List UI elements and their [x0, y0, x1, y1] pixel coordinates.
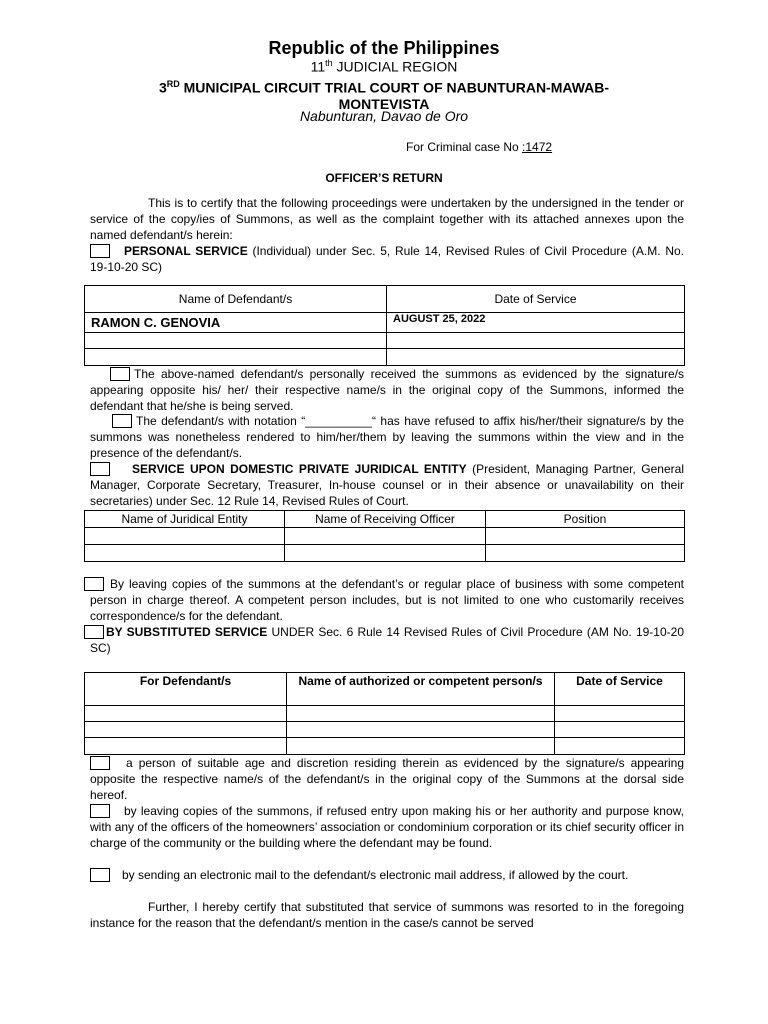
refused-option — [90, 413, 684, 461]
judicial-region — [0, 58, 768, 75]
date-of-service-cell[interactable] — [555, 738, 685, 755]
defendant-name-cell[interactable] — [85, 349, 387, 366]
column-header: Date of Service — [555, 673, 685, 706]
email-service-option — [90, 867, 684, 883]
defendant-name-cell[interactable]: RAMON C. GENOVIA — [85, 313, 387, 333]
table-row — [85, 349, 685, 366]
court-name — [0, 76, 768, 112]
column-header: Name of Receiving Officer — [285, 511, 486, 528]
column-header: Name of Defendant/s — [85, 286, 387, 313]
substituted-service-text: UNDER Sec. 6 Rule 14 Revised Rules of Civil Procedure (AM No. 19-10-20 SC) — [90, 625, 684, 655]
column-header: Name of authorized or competent person/s — [287, 673, 555, 706]
juridical-entity-label: SERVICE UPON DOMESTIC PRIVATE JURIDICAL ENTITY — [132, 462, 467, 476]
table-header-row — [85, 286, 685, 313]
refused-entry-option — [90, 803, 684, 851]
table-row — [85, 706, 685, 722]
substituted-service-label: BY SUBSTITUTED SERVICE — [106, 625, 268, 639]
position-cell[interactable] — [486, 545, 685, 562]
date-of-service-cell[interactable] — [555, 706, 685, 722]
table-header-row — [85, 511, 685, 528]
table-row — [85, 722, 685, 738]
substituted-service-option — [90, 624, 684, 656]
suitable-age-option — [90, 755, 684, 803]
column-header: Name of Juridical Entity — [85, 511, 285, 528]
table-row — [85, 333, 685, 349]
suitable-age-text: a person of suitable age and discretion residing therein as evidenced by the signature/s appearing opposite the respective name/s of the defendant/s in the original copy of the Summons at the dorsal side hereof. — [90, 756, 684, 802]
substituted-service-table — [84, 672, 685, 755]
authorized-person-cell[interactable] — [287, 738, 555, 755]
authorized-person-cell[interactable] — [287, 706, 555, 722]
court-number: 3 — [158, 79, 167, 96]
intro-paragraph: This is to certify that the following proceedings were undertaken by the undersigned in the tender or service of the copy/ies of Summons, as well as the complaint together with its attached annexes upon the named defendant/s herein: — [90, 196, 684, 242]
personal-service-option — [90, 243, 684, 275]
received-text: The above-named defendant/s personally received the summons as evidenced by the signature/s appearing opposite his/ her/ their respective name/s in the original copy of the Summons, informed the defendant that he/she is being served. — [90, 367, 684, 413]
juridical-entity-text: (President, Managing Partner, General Manager, Corporate Secretary, Treasurer, In-house counsel or in their absence or unavailability on their secretaries) under Sec. 12 Rule 14, Revised Rules of Court. — [90, 462, 684, 508]
defendant-table — [84, 285, 685, 366]
case-label: For Criminal case No — [406, 140, 523, 154]
column-header: Date of Service — [387, 286, 685, 313]
email-service-text: by sending an electronic mail to the defendant/s electronic mail address, if allowed by the court. — [122, 868, 629, 882]
table-row — [85, 313, 685, 333]
court-name-line2: MONTEVISTA — [338, 95, 430, 112]
juridical-entity-table — [84, 510, 685, 562]
refused-text: The defendant/s with notation “__________“ has have refused to affix his/her/their signature/s by the summons was nonetheless rendered to him/her/them by leaving the summons within the view and in the presence of the defendant/s. — [90, 414, 684, 460]
personal-service-text: (Individual) under Sec. 5, Rule 14, Revised Rules of Civil Procedure (A.M. No. 19-10-20 SC) — [90, 244, 684, 274]
date-of-service-cell[interactable] — [387, 349, 685, 366]
leaving-copies-text: By leaving copies of the summons at the defendant’s or regular place of business with some competent person in charge thereof. A competent person includes, but is not limited to one who customarily receives correspondence/s for the defendant. — [90, 577, 684, 623]
table-row — [85, 528, 685, 545]
refused-checkbox[interactable] — [112, 414, 132, 428]
region-text: JUDICIAL REGION — [332, 58, 458, 75]
position-cell[interactable] — [486, 528, 685, 545]
substituted-service-checkbox[interactable] — [84, 625, 104, 639]
date-of-service-cell[interactable] — [387, 333, 685, 349]
court-suffix: RD — [166, 79, 180, 89]
authorized-person-cell[interactable] — [287, 722, 555, 738]
defendant-cell[interactable] — [85, 706, 287, 722]
suitable-age-checkbox[interactable] — [90, 756, 110, 770]
leaving-copies-option — [90, 576, 684, 624]
table-row — [85, 545, 685, 562]
email-service-checkbox[interactable] — [90, 868, 110, 882]
region-suffix: th — [325, 58, 333, 68]
region-number: 11 — [310, 58, 326, 75]
court-location: Nabunturan, Davao de Oro — [299, 108, 469, 124]
personal-service-label: PERSONAL SERVICE — [124, 244, 248, 258]
juridical-entity-checkbox[interactable] — [90, 462, 110, 476]
juridical-entity-cell[interactable] — [85, 545, 285, 562]
receiving-officer-cell[interactable] — [285, 528, 486, 545]
received-checkbox[interactable] — [110, 367, 130, 381]
court-name-line1: MUNICIPAL CIRCUIT TRIAL COURT OF NABUNTURAN-MAWAB- — [179, 79, 610, 96]
juridical-entity-cell[interactable] — [85, 528, 285, 545]
table-row — [85, 738, 685, 755]
refused-entry-text: by leaving copies of the summons, if refused entry upon making his or her authority and purpose know, with any of the officers of the homeowners’ association or condominium corporation or its chief security officer in charge of the community or the building where the defendant may be found. — [90, 804, 684, 850]
defendant-name-cell[interactable] — [85, 333, 387, 349]
defendant-cell[interactable] — [85, 722, 287, 738]
leaving-copies-checkbox[interactable] — [84, 577, 104, 591]
date-of-service-cell[interactable]: AUGUST 25, 2022 — [387, 313, 685, 333]
received-option — [90, 366, 684, 414]
table-header-row — [85, 673, 685, 706]
document-title: OFFICER’S RETURN — [325, 171, 443, 185]
personal-service-checkbox[interactable] — [90, 244, 110, 258]
refused-entry-checkbox[interactable] — [90, 804, 110, 818]
juridical-entity-option — [90, 461, 684, 509]
defendant-cell[interactable] — [85, 738, 287, 755]
date-of-service-cell[interactable] — [555, 722, 685, 738]
receiving-officer-cell[interactable] — [285, 545, 486, 562]
column-header: Position — [486, 511, 685, 528]
case-number-line — [406, 140, 552, 154]
case-number: :1472 — [522, 140, 553, 154]
column-header: For Defendant/s — [85, 673, 287, 706]
further-certification-paragraph: Further, I hereby certify that substituted that service of summons was resorted to in the foregoing instance for the reason that the defendant/s mention in the case/s cannot be served — [90, 900, 684, 930]
republic-heading: Republic of the Philippines — [268, 38, 500, 58]
